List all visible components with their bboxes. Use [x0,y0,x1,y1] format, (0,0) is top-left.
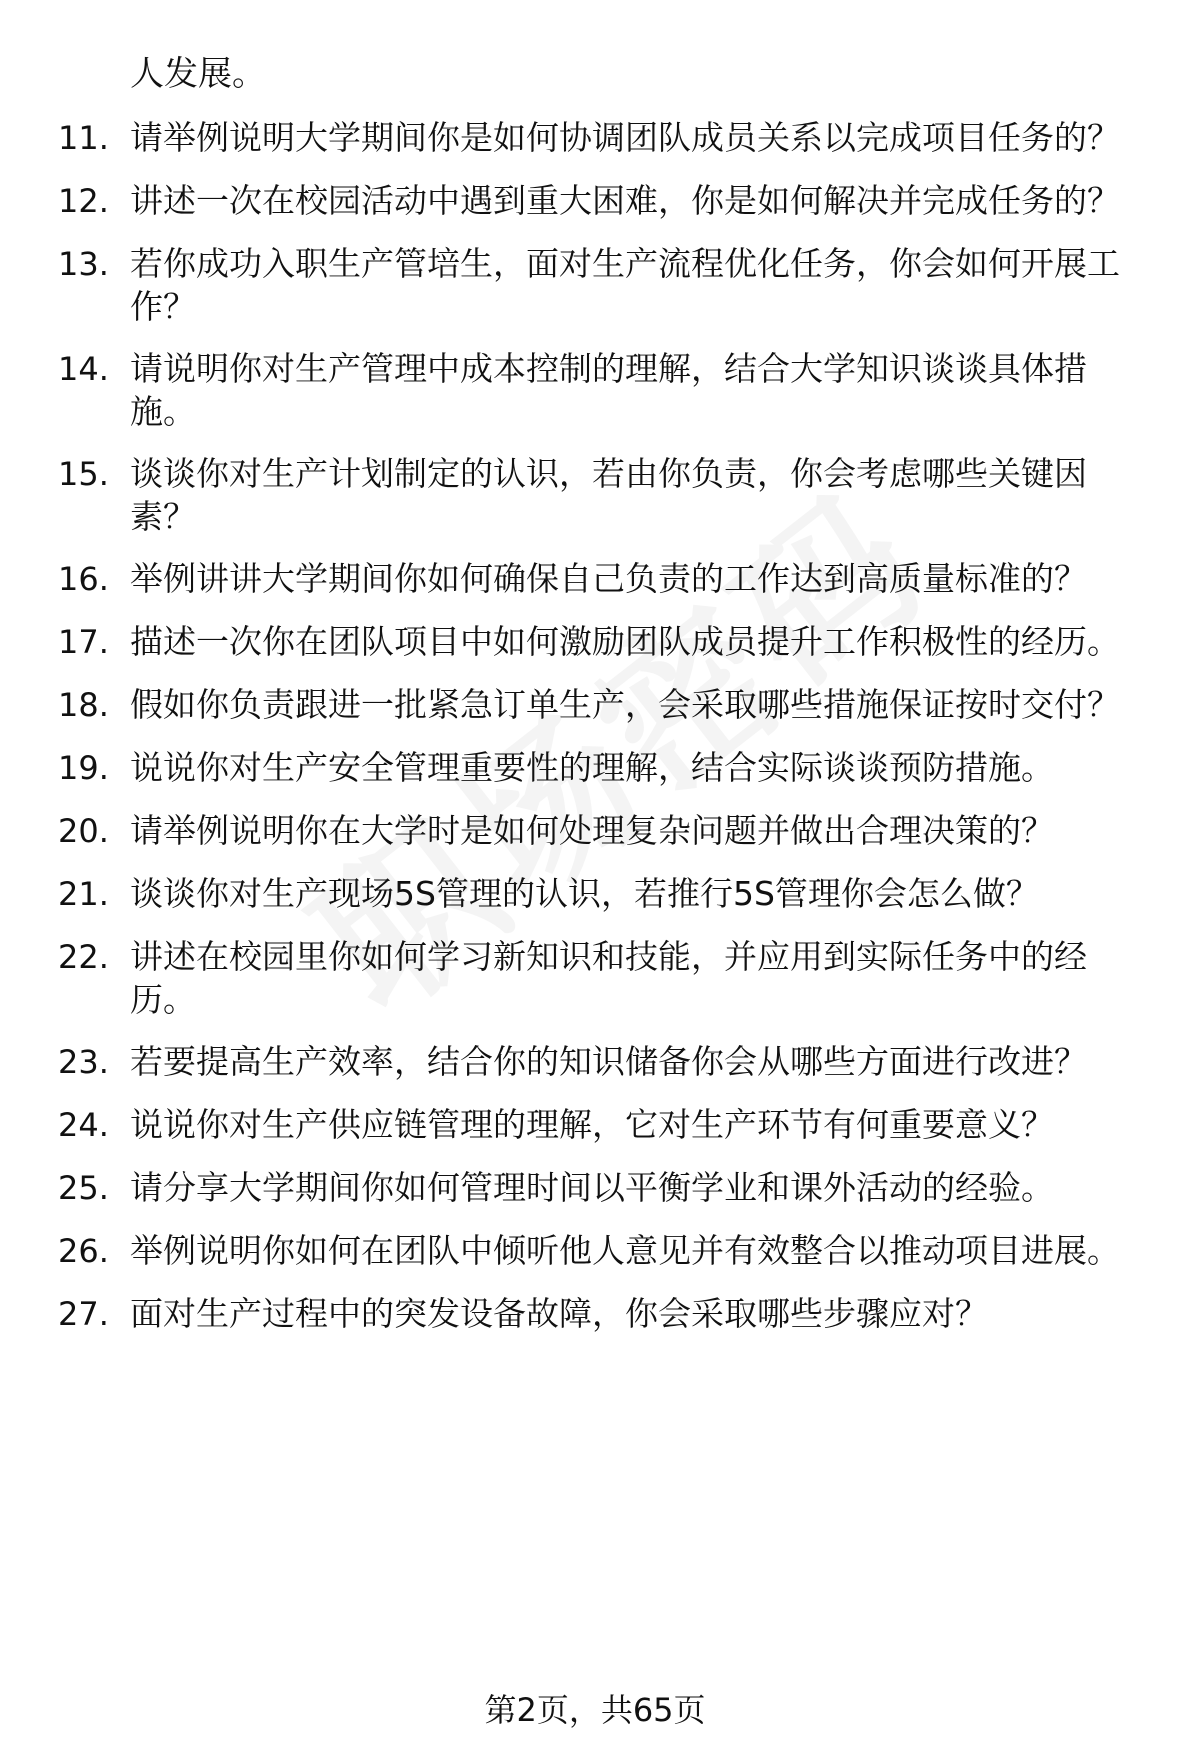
page-footer: 第2页，共65页 [484,1691,706,1729]
item-text: 若你成功入职生产管培生，面对生产流程优化任务，你会如何开展工作？ [130,244,1120,326]
item-text: 请说明你对生产管理中成本控制的理解，结合大学知识谈谈具体措施。 [130,349,1087,431]
list-item [0,116,1190,160]
list-item [0,242,1190,328]
question-list [0,116,1190,1355]
item-number: 14. [58,350,109,388]
item-text: 请举例说明你在大学时是如何处理复杂问题并做出合理决策的？ [130,811,1054,850]
item-number: 27. [58,1295,109,1333]
item-text: 说说你对生产供应链管理的理解，它对生产环节有何重要意义？ [130,1105,1054,1144]
item-number: 26. [58,1232,109,1270]
item-number: 21. [58,875,109,913]
item-text: 说说你对生产安全管理重要性的理解，结合实际谈谈预防措施。 [130,748,1054,787]
list-item [0,620,1190,664]
item-number: 19. [58,749,109,787]
item-text: 举例说明你如何在团队中倾听他人意见并有效整合以推动项目进展。 [130,1231,1120,1270]
item-text: 面对生产过程中的突发设备故障，你会采取哪些步骤应对？ [130,1294,988,1333]
list-item [0,347,1190,433]
list-item [0,179,1190,223]
item-number: 20. [58,812,109,850]
item-number: 11. [58,119,109,157]
list-item [0,1103,1190,1147]
item-text: 请分享大学期间你如何管理时间以平衡学业和课外活动的经验。 [130,1168,1054,1207]
continuation-text: 人发展。 [130,54,266,94]
item-text: 请举例说明大学期间你是如何协调团队成员关系以完成项目任务的？ [130,118,1120,157]
item-number: 25. [58,1169,109,1207]
item-number: 18. [58,686,109,724]
item-text: 讲述一次在校园活动中遇到重大困难，你是如何解决并完成任务的？ [130,181,1120,220]
list-item [0,452,1190,538]
item-number: 17. [58,623,109,661]
item-number: 13. [58,245,109,283]
list-item [0,809,1190,853]
item-text: 假如你负责跟进一批紧急订单生产，会采取哪些措施保证按时交付？ [130,685,1120,724]
item-text: 描述一次你在团队项目中如何激励团队成员提升工作积极性的经历。 [130,622,1120,661]
list-item [0,1166,1190,1210]
item-text: 谈谈你对生产现场5S管理的认识，若推行5S管理你会怎么做？ [130,874,1039,913]
item-number: 12. [58,182,109,220]
list-item [0,557,1190,601]
item-number: 24. [58,1106,109,1144]
list-item [0,1040,1190,1084]
item-number: 22. [58,938,109,976]
list-item [0,872,1190,916]
list-item [0,935,1190,1021]
item-text: 若要提高生产效率，结合你的知识储备你会从哪些方面进行改进？ [130,1042,1087,1081]
item-number: 16. [58,560,109,598]
list-item [0,1292,1190,1336]
list-item [0,683,1190,727]
item-text: 讲述在校园里你如何学习新知识和技能，并应用到实际任务中的经历。 [130,937,1087,1019]
item-number: 15. [58,455,109,493]
item-text: 举例讲讲大学期间你如何确保自己负责的工作达到高质量标准的？ [130,559,1087,598]
item-number: 23. [58,1043,109,1081]
item-text: 谈谈你对生产计划制定的认识，若由你负责，你会考虑哪些关键因素？ [130,454,1087,536]
list-item [0,746,1190,790]
list-item [0,1229,1190,1273]
